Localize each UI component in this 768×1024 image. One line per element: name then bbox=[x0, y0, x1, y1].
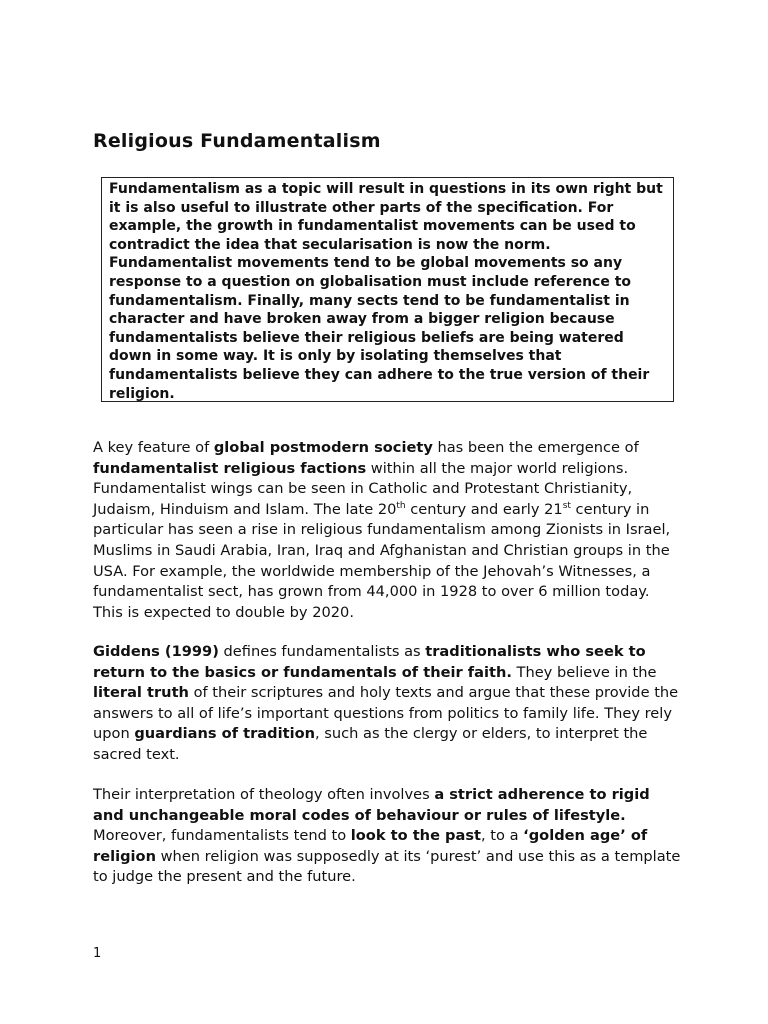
paragraph-interpretation bbox=[93, 785, 683, 888]
text-span: when religion was supposedly at its ‘purest’ and use this as a template to judge the present and the future. bbox=[93, 847, 681, 886]
text-span: , such as the clergy or elders, to interpret the sacred text. bbox=[93, 725, 648, 763]
page-number: 1 bbox=[93, 946, 102, 961]
paragraph-giddens bbox=[93, 642, 683, 766]
text-span: century in particular has seen a rise in religious fundamentalism among Zionists in Israel, Muslims in Saudi Arabia, Iran, Iraq and Afghanistan and Christian groups in the USA. For example, the worldwide membership of the Jehovah’s Witnesses, a fundamentalist sect, has grown from 44,000 in 1928 to over 6 million today. This is expected to double by 2020. bbox=[93, 500, 671, 621]
intro-box: Fundamentalism as a topic will result in questions in its own right but it is also useful to illustrate other parts of the specification. For example, the growth in fundamentalist movements can be used to contradict the idea that secularisation is now the norm. Fundamentalist movements tend to be global movements so any response to a question on globalisation must include reference to fundamentalism. Finally, many sects tend to be fundamentalist in character and have broken away from a bigger religion because fundamentalists believe their religious beliefs are being watered down in some way. It is only by isolating themselves that fundamentalists believe they can adhere to the true version of their religion. bbox=[101, 177, 674, 402]
bold-phrase: a strict adherence to rigid and unchangeable moral codes of behaviour or rules of lifestyle. bbox=[93, 786, 650, 824]
page-title: Religious Fundamentalism bbox=[93, 130, 381, 152]
superscript: th bbox=[396, 500, 406, 511]
bold-phrase: ‘golden age’ of religion bbox=[93, 827, 648, 865]
bold-phrase: literal truth bbox=[93, 684, 189, 702]
text-span: They believe in the bbox=[511, 663, 657, 681]
bold-phrase: traditionalists who seek to return to the basics or fundamentals of their faith. bbox=[93, 643, 646, 681]
paragraph-key-feature bbox=[93, 438, 683, 623]
text-span: Their interpretation of theology often involves bbox=[93, 786, 435, 803]
text-span: of their scriptures and holy texts and argue that these provide the answers to all of life’s important questions from politics to family life. They rely upon bbox=[93, 684, 679, 743]
bold-phrase: guardians of tradition bbox=[134, 725, 315, 743]
superscript: st bbox=[562, 500, 571, 511]
bold-phrase: fundamentalist religious factions bbox=[93, 459, 367, 477]
bold-phrase: Giddens (1999) bbox=[93, 643, 219, 660]
text-span: defines fundamentalists as bbox=[218, 643, 426, 660]
text-span: A key feature of bbox=[93, 439, 214, 456]
text-span: century and early 21 bbox=[405, 500, 563, 518]
bold-phrase: global postmodern society bbox=[213, 439, 433, 456]
text-span: Moreover, fundamentalists tend to bbox=[93, 827, 351, 845]
text-span: within all the major world religions. Fundamentalist wings can be seen in Catholic and Protestant Christianity, Judaism, Hinduism and Islam. The late 20 bbox=[93, 459, 633, 518]
text-span: has been the emergence of bbox=[432, 439, 639, 456]
text-span: , to a bbox=[481, 827, 524, 845]
bold-phrase: look to the past bbox=[350, 827, 482, 845]
